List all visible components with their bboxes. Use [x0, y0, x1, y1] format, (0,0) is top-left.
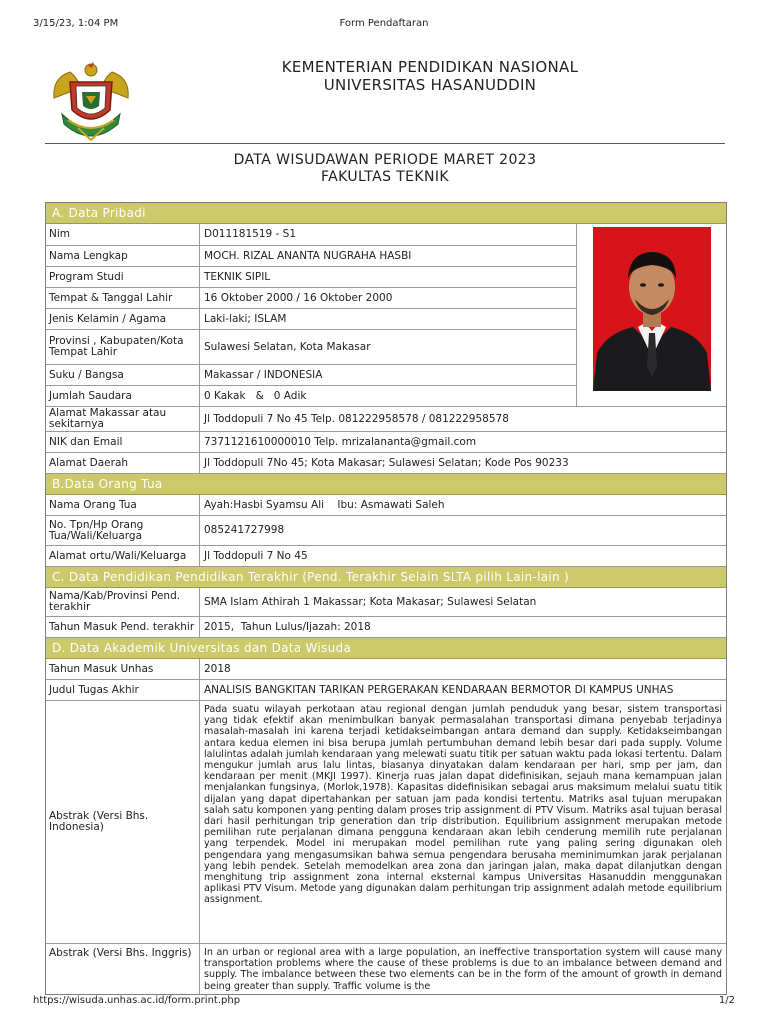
label-school-years: Tahun Masuk Pend. terakhir [46, 617, 200, 637]
value-parent-phone: 085241727998 [204, 524, 285, 536]
row-abstract-id [46, 701, 726, 944]
label-abstract-en: Abstrak (Versi Bhs. Inggris) [46, 944, 200, 994]
label-home-address: Alamat Daerah [46, 453, 200, 473]
value-parent-names: Ayah:Hasbi Syamsu Ali Ibu: Asmawati Saleh [204, 498, 445, 511]
student-photo [593, 227, 711, 391]
print-url: https://wisuda.unhas.ac.id/form.print.php [33, 995, 241, 1006]
value-ttl: 16 Oktober 2000 / 16 Oktober 2000 [204, 291, 393, 304]
value-school-years: 2015, Tahun Lulus/Ijazah: 2018 [204, 620, 371, 633]
label-parent-address: Alamat ortu/Wali/Keluarga [46, 546, 200, 566]
row-parent-names [46, 495, 726, 516]
row-parent-address [46, 546, 726, 567]
value-address-makassar: Jl Toddopuli 7 No 45 Telp. 081222958578 / 081222958578 [204, 412, 509, 425]
label-parent-names: Nama Orang Tua [46, 495, 200, 515]
label-nama: Nama Lengkap [46, 246, 200, 266]
value-nik-email: 7371121610000010 Telp. mrizalananta@gmail.com [204, 435, 477, 448]
label-parent-phone: No. Tpn/Hp Orang Tua/Wali/Keluarga [46, 516, 200, 545]
value-gender-religion: Laki-laki; ISLAM [204, 312, 287, 325]
personal-data-block [46, 224, 726, 407]
value-birthplace: Sulawesi Selatan, Kota Makasar [204, 340, 371, 353]
row-address-makassar [46, 407, 726, 432]
section-b-header: B.Data Orang Tua [46, 474, 726, 495]
university-logo [48, 58, 134, 144]
label-nik-email: NIK dan Email [46, 432, 200, 452]
value-home-address: Jl Toddopuli 7No 45; Kota Makasar; Sulawesi Selatan; Kode Pos 90233 [204, 456, 569, 469]
label-last-school: Nama/Kab/Provinsi Pend. terakhir [46, 588, 200, 616]
row-parent-phone [46, 516, 726, 546]
label-thesis-title: Judul Tugas Akhir [46, 680, 200, 700]
personal-rows [46, 224, 576, 406]
section-d-header: D. Data Akademik Universitas dan Data Wisuda [46, 638, 726, 659]
label-ttl: Tempat & Tanggal Lahir [46, 288, 200, 308]
row-home-address [46, 453, 726, 474]
label-entry-year: Tahun Masuk Unhas [46, 659, 200, 679]
section-c-header: C. Data Pendidikan Pendidikan Terakhir (Pend. Terakhir Selain SLTA pilih Lain-lain ) [46, 567, 726, 588]
row-birthplace [46, 330, 576, 365]
value-abstract-en: In an urban or regional area with a large population, an ineffective transportation system will cause many transportation problems where the cause of these problems is due to an imbalance between demand and supply. The imbalance between these two elements can be in the form of the amount of growth in demand being greater than supply. Traffic volume is the [204, 947, 722, 992]
row-nama [46, 246, 576, 267]
title-period: DATA WISUDAWAN PERIODE MARET 2023 [233, 152, 537, 168]
label-abstract-id: Abstrak (Versi Bhs. Indonesia) [46, 701, 200, 943]
label-birthplace: Provinsi , Kabupaten/Kota Tempat Lahir [46, 330, 200, 364]
label-ethnicity: Suku / Bangsa [46, 365, 200, 385]
row-last-school [46, 588, 726, 617]
value-nim: D011181519 - S1 [204, 228, 297, 240]
value-siblings: 0 Kakak & 0 Adik [204, 389, 307, 402]
print-header [33, 18, 735, 32]
value-thesis-title: ANALISIS BANGKITAN TARIKAN PERGERAKAN KENDARAAN BERMOTOR DI KAMPUS UNHAS [204, 683, 674, 696]
print-datetime: 3/15/23, 1:04 PM [33, 18, 119, 29]
institution-header [150, 58, 710, 94]
print-footer [33, 995, 735, 1009]
document-title [45, 152, 725, 186]
value-abstract-id: Pada suatu wilayah perkotaan atau regional dengan jumlah penduduk yang besar, sistem transportasi yang tidak efektif akan menimbulkan banyak permasalahan transportasi dimana penyebab terjadinya masalah-masalah ini karena terjadi ketidakseimbangan antara demand dan supply. Ketidakseimbangan antara kedua elemen ini bisa berupa jumlah pertumbuhan demand lebih besar dari pada supply. Volume lalulintas adalah jumlah kendaraan yang melewati suatu titik per satuan waktu pada lokasi tertentu. Dalam mengukur jumlah arus lalu lintas, biasanya dinyatakan dalam kendaraan per hari, smp per jam, dan kendaraan per menit (MKJI 1997). Kinerja ruas jalan dapat didefinisikan, sejauh mana kemampuan jalan menjalankan fungsinya, (Morlok,1978). Kapasitas didefinisikan sebagai arus maksimum melalui suatu titik dijalan yang dapat dipertahankan per satuan jam pada kondisi tertentu. Matriks asal tujuan merupakan salah satu komponen yang penting dalam proses trip assignment di PTV Visum. Matriks asal tujuan berasal dari hasil perhitungan trip generation dan trip distribution. Equilibrium assignment merupakan metode pemilihan rute perjalanan dimana pengguna kendaraan akan lebih cenderung memilih rute perjalanan yang terpendek. Model ini merupakan model pemilihan rute yang paling sering digunakan oleh pengendara yang mengasumsikan bahwa semua pengendara berusaha meminimumkan jarak perjalanan yang lebih pendek. Setelah memodelkan area zona dan jaringan jalan, maka dapat dilanjutkan dengan menghitung trip assignment zona internal eksternal kampus Universitas Hasanuddin menggunakan aplikasi PTV Visum. Metode yang digunakan dalam perhitungan trip assignment adalah metode equilibrium assignment. [204, 704, 722, 906]
print-title: Form Pendaftaran [339, 18, 429, 29]
value-ethnicity: Makassar / INDONESIA [204, 368, 323, 381]
row-ethnicity [46, 365, 576, 386]
ministry-name: KEMENTERIAN PENDIDIKAN NASIONAL [281, 58, 579, 76]
label-nim: Nim [46, 224, 200, 245]
garuda-emblem-icon [48, 58, 134, 144]
row-nim [46, 224, 576, 246]
section-a-header: A. Data Pribadi [46, 203, 726, 224]
label-address-makassar: Alamat Makassar atau sekitarnya [46, 407, 200, 431]
title-faculty: FAKULTAS TEKNIK [320, 169, 449, 185]
value-nama: MOCH. RIZAL ANANTA NUGRAHA HASBI [204, 249, 412, 262]
label-gender-religion: Jenis Kelamin / Agama [46, 309, 200, 329]
page-number: 1/2 [718, 995, 735, 1006]
row-siblings [46, 386, 576, 406]
value-parent-address: Jl Toddopuli 7 No 45 [204, 549, 308, 562]
row-ttl [46, 288, 576, 309]
row-nik-email [46, 432, 726, 453]
row-gender-religion [46, 309, 576, 330]
value-last-school: SMA Islam Athirah 1 Makassar; Kota Makasar; Sulawesi Selatan [204, 595, 537, 608]
row-prodi [46, 267, 576, 288]
person-portrait-icon [593, 227, 711, 391]
label-prodi: Program Studi [46, 267, 200, 287]
graduate-form [45, 202, 727, 995]
row-entry-year [46, 659, 726, 680]
row-thesis-title [46, 680, 726, 701]
row-school-years [46, 617, 726, 638]
value-prodi: TEKNIK SIPIL [204, 270, 271, 283]
header-divider [45, 143, 725, 144]
row-abstract-en [46, 944, 726, 994]
photo-cell [576, 224, 726, 406]
university-name: UNIVERSITAS HASANUDDIN [323, 76, 537, 94]
value-entry-year: 2018 [204, 662, 231, 675]
label-siblings: Jumlah Saudara [46, 386, 200, 406]
